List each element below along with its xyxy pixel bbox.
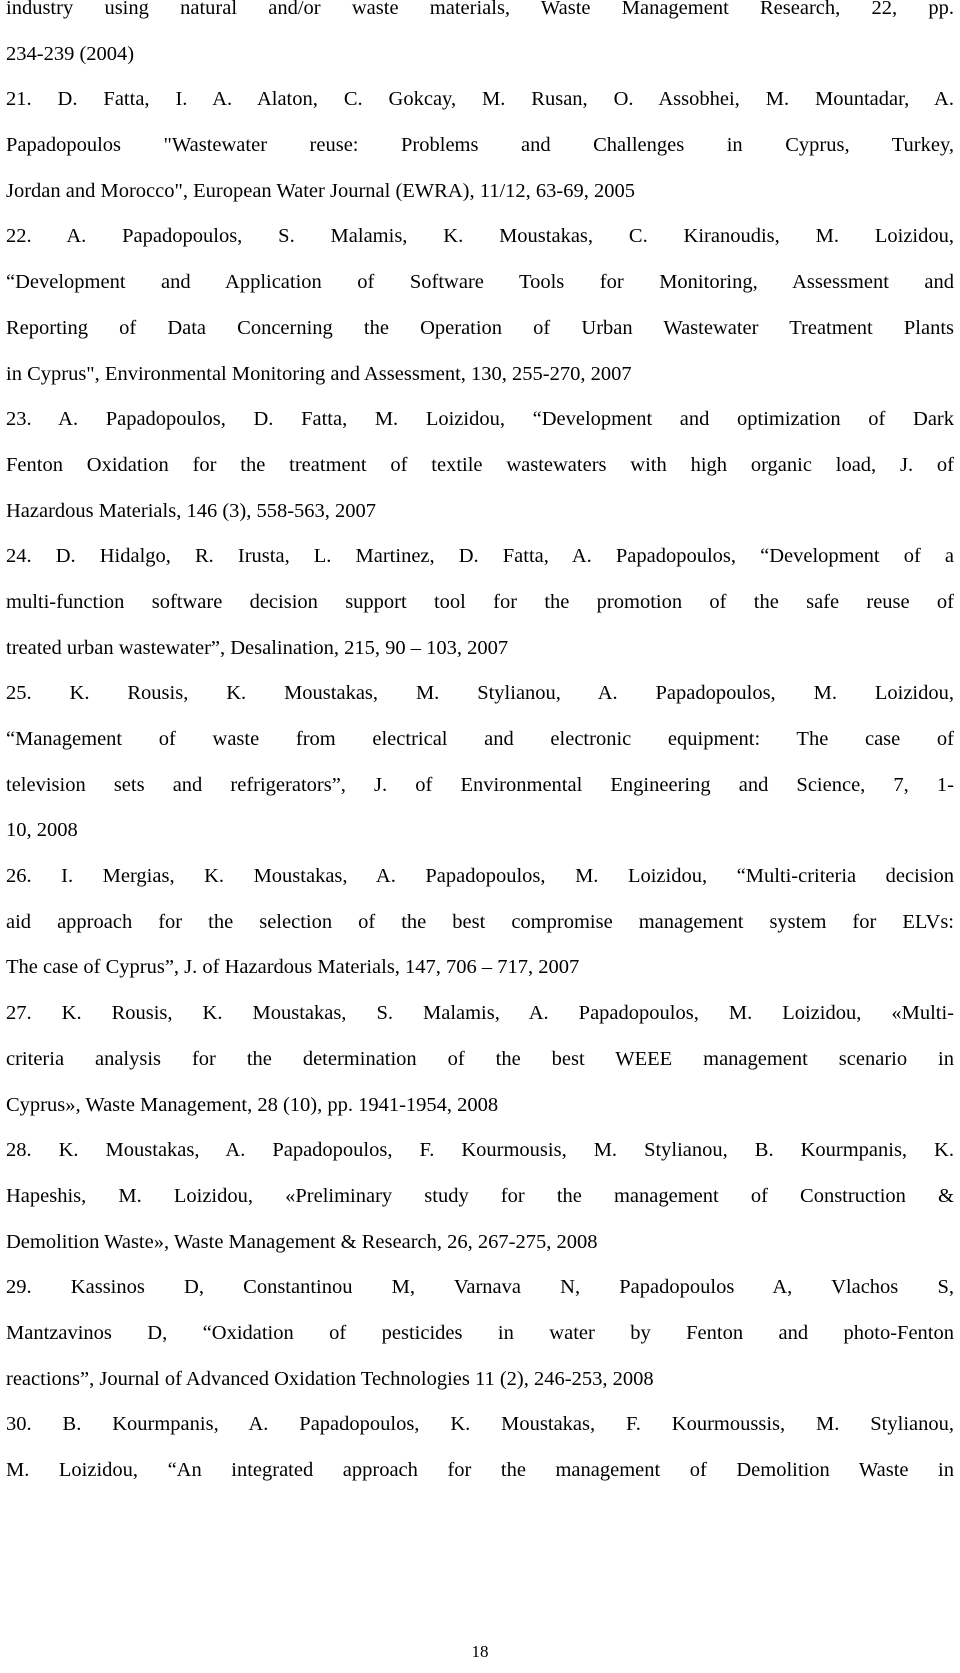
- reference-line: 26. I. Mergias, K. Moustakas, A. Papadopoulos, M. Loizidou, “Multi-criteria decision: [6, 865, 954, 888]
- reference-line: Hazardous Materials, 146 (3), 558-563, 2007: [6, 499, 377, 522]
- page-number: 18: [471, 1642, 489, 1661]
- reference-line: The case of Cyprus”, J. of Hazardous Materials, 147, 706 – 717, 2007: [6, 956, 580, 979]
- reference-line: Cyprus», Waste Management, 28 (10), pp. 1941-1954, 2008: [6, 1093, 499, 1116]
- reference-line: Papadopoulos "Wastewater reuse: Problems and Challenges in Cyprus, Turkey,: [6, 134, 954, 157]
- reference-line: treated urban wastewater”, Desalination, 215, 90 – 103, 2007: [6, 636, 509, 659]
- reference-line: industry using natural and/or waste materials, Waste Management Research, 22, pp.: [6, 0, 954, 19]
- reference-line: in Cyprus", Environmental Monitoring and Assessment, 130, 255-270, 2007: [6, 362, 632, 385]
- reference-line: Hapeshis, M. Loizidou, «Preliminary study for the management of Construction &: [6, 1184, 954, 1207]
- reference-list: [6, 0, 954, 1494]
- reference-line: 10, 2008: [6, 819, 78, 842]
- reference-line: “Management of waste from electrical and electronic equipment: The case of: [6, 728, 954, 750]
- reference-line: multi-function software decision support tool for the promotion of the safe reuse of: [6, 590, 954, 613]
- reference-line: Mantzavinos D, “Oxidation of pesticides in water by Fenton and photo-Fenton: [6, 1321, 954, 1344]
- reference-line: 29. Kassinos D, Constantinou M, Varnava N, Papadopoulos A, Vlachos S,: [6, 1276, 954, 1299]
- reference-line: 22. A. Papadopoulos, S. Malamis, K. Moustakas, C. Kiranoudis, M. Loizidou,: [6, 225, 954, 248]
- reference-line: “Development and Application of Software Tools for Monitoring, Assessment and: [6, 271, 954, 294]
- reference-line: 25. K. Rousis, K. Moustakas, M. Stylianou, A. Papadopoulos, M. Loizidou,: [6, 682, 954, 705]
- reference-line: 30. B. Kourmpanis, A. Papadopoulos, K. Moustakas, F. Kourmoussis, M. Stylianou,: [6, 1413, 954, 1436]
- reference-line: reactions”, Journal of Advanced Oxidation Technologies 11 (2), 246-253, 2008: [6, 1367, 654, 1390]
- reference-line: 27. K. Rousis, K. Moustakas, S. Malamis, A. Papadopoulos, M. Loizidou, «Multi-: [6, 1002, 954, 1025]
- reference-line: Jordan and Morocco", European Water Journal (EWRA), 11/12, 63-69, 2005: [6, 179, 635, 202]
- reference-line: 21. D. Fatta, I. A. Alaton, C. Gokcay, M. Rusan, O. Assobhei, M. Mountadar, A.: [6, 88, 954, 111]
- reference-line: Reporting of Data Concerning the Operation of Urban Wastewater Treatment Plants: [6, 316, 954, 339]
- reference-line: criteria analysis for the determination of the best WEEE management scenario in: [6, 1047, 954, 1070]
- reference-line: Fenton Oxidation for the treatment of textile wastewaters with high organic load, J. of: [6, 453, 954, 476]
- reference-line: M. Loizidou, “An integrated approach for the management of Demolition Waste in: [6, 1459, 954, 1481]
- reference-line: television sets and refrigerators”, J. of Environmental Engineering and Science, 7, 1-: [6, 773, 954, 796]
- reference-line: Demolition Waste», Waste Management & Research, 26, 267-275, 2008: [6, 1230, 598, 1253]
- reference-line: 28. K. Moustakas, A. Papadopoulos, F. Kourmousis, M. Stylianou, B. Kourmpanis, K.: [6, 1139, 954, 1162]
- reference-line: aid approach for the selection of the best compromise management system for ELVs:: [6, 910, 954, 933]
- reference-line: 24. D. Hidalgo, R. Irusta, L. Martinez, D. Fatta, A. Papadopoulos, “Development of a: [6, 545, 954, 568]
- reference-line: 234-239 (2004): [6, 42, 135, 65]
- reference-line: 23. A. Papadopoulos, D. Fatta, M. Loizidou, “Development and optimization of Dark: [6, 408, 954, 431]
